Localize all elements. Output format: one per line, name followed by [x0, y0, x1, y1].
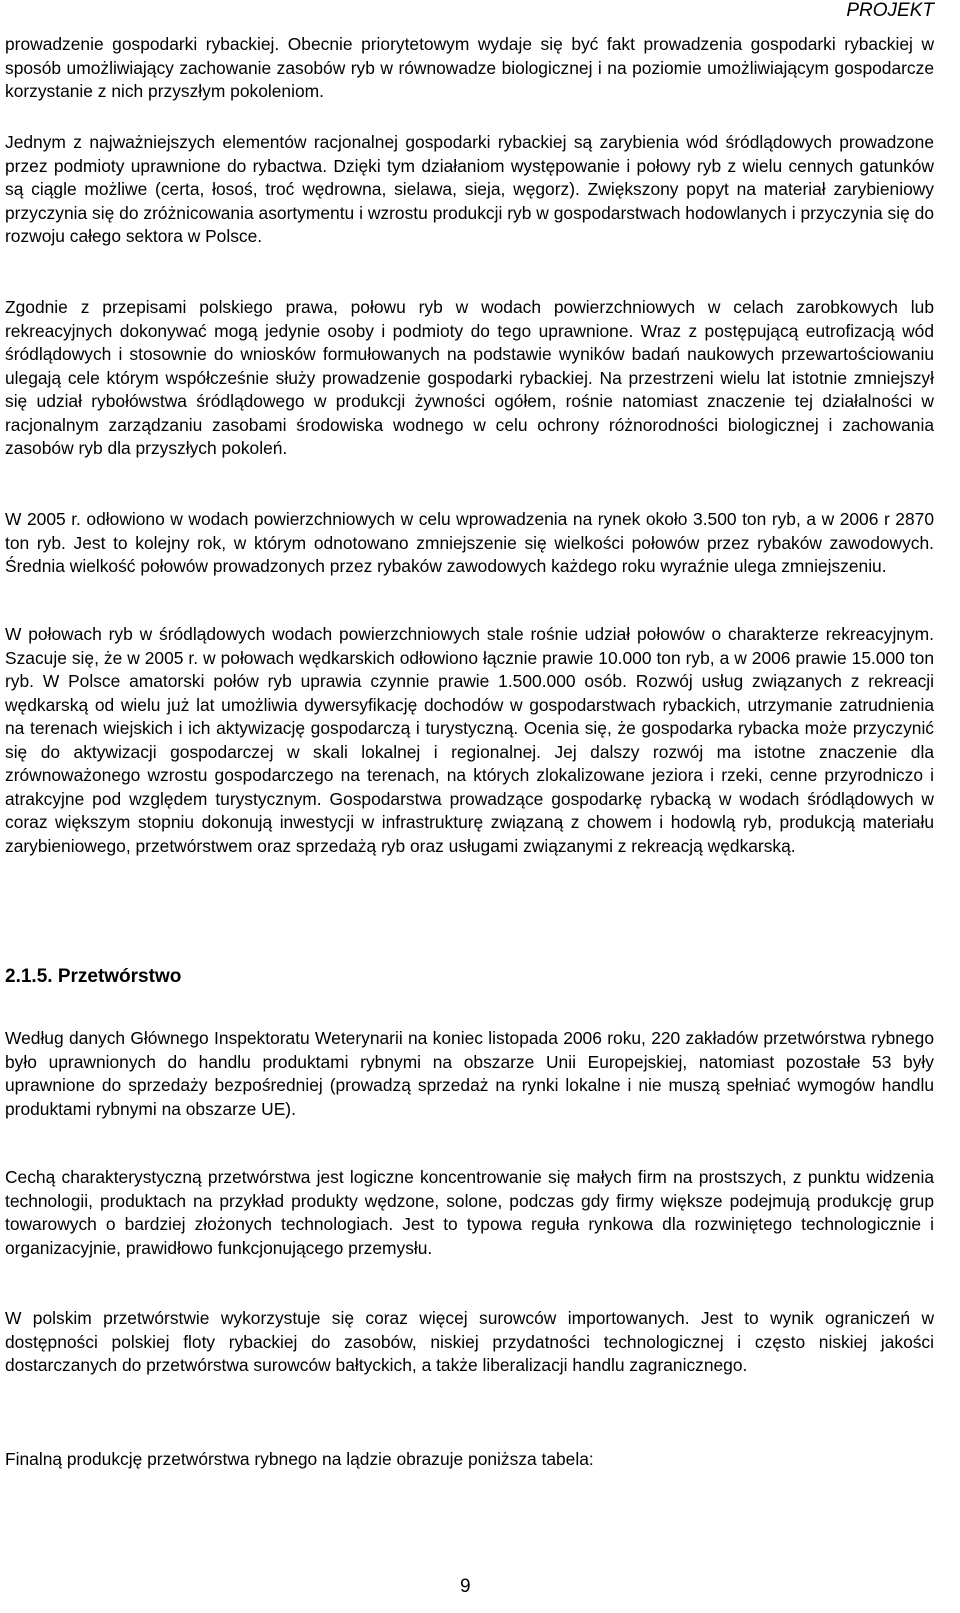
paragraph-processing-characteristics: Cechą charakterystyczną przetwórstwa jest logiczne koncentrowanie się małych firm na prostszych, z punktu widzenia technologii, produktach na przykład produkty wędzone, solone, podczas gdy firmy większe podejmują produkcję grup towarowych o bardziej złożonych technologiach. Jest to typowa reguła rynkowa dla rozwiniętego technologicznie i organizacyjnie, prawidłowo funkcjonującego przemysłu.: [5, 1167, 934, 1258]
paragraph-imported-raw-materials: W polskim przetwórstwie wykorzystuje się coraz więcej surowców importowanych. Jest to wynik ograniczeń w dostępności polskiej floty rybackiej do zasobów, niskiej przydatności technologicznej i często niskiej jakości dostarczanych do przetwórstwa surowców bałtyckich, a także liberalizacji handlu zagranicznego.: [5, 1308, 934, 1375]
paragraph-table-intro: Finalną produkcję przetwórstwa rybnego na lądzie obrazuje poniższa tabela:: [5, 1449, 594, 1469]
paragraph-legal-regulations: Zgodnie z przepisami polskiego prawa, połowu ryb w wodach powierzchniowych w celach zarobkowych lub rekreacyjnych dokonywać mogą jedynie osoby i podmioty do tego uprawnione. Wraz z postępującą eutrofizacją wód śródlądowych i stosownie do wniosków formułowanych na podstawie wyników badań naukowych przewartościowaniu ulegają cele którym współcześnie służy prowadzenie gospodarki rybackiej. Na przestrzeni wielu lat istotnie zmniejszył się udział rybołówstwa śródlądowego w produkcji żywności ogółem, rośnie natomiast znaczenie tej działalności w racjonalnym zarządzaniu zasobami środowiska wodnego w celu ochrony różnorodności biologicznej i zachowania zasobów ryb dla przyszłych pokoleń.: [5, 297, 934, 458]
paragraph-catch-statistics: W 2005 r. odłowiono w wodach powierzchniowych w celu wprowadzenia na rynek około 3.500 ton ryb, a w 2006 r 2870 ton ryb. Jest to kolejny rok, w którym odnotowano zmniejszenie się wielkości połowów przez rybaków zawodowych. Średnia wielkość połowów prowadzonych przez rybaków zawodowych każdego roku wyraźnie ulega zmniejszeniu.: [5, 509, 934, 576]
document-page: [5, 0, 934, 1613]
paragraph-processing-plants: Według danych Głównego Inspektoratu Weterynarii na koniec listopada 2006 roku, 220 zakładów przetwórstwa rybnego było uprawnionych do handlu produktami rybnymi na obszarze Unii Europejskiej, natomiast pozostałe 53 były uprawnione do sprzedaży bezpośredniej (prowadzą sprzedaż na rynki lokalne i nie muszą spełniać wymogów handlu produktami rybnymi na obszarze UE).: [5, 1028, 934, 1119]
paragraph-fishery-management: prowadzenie gospodarki rybackiej. Obecnie priorytetowym wydaje się być fakt prowadzenia gospodarki rybackiej w sposób umożliwiający zachowanie zasobów ryb w równowadze biologicznej i na poziomie umożliwiającym gospodarcze korzystanie z nich przyszłym pokoleniom.: [5, 34, 934, 101]
header-label: PROJEKT: [846, 0, 934, 21]
page-number: 9: [460, 1576, 471, 1597]
section-heading: 2.1.5. Przetwórstwo: [5, 966, 182, 987]
paragraph-stocking: Jednym z najważniejszych elementów racjonalnej gospodarki rybackiej są zarybienia wód śródlądowych prowadzone przez podmioty uprawnione do rybactwa. Dzięki tym działaniom występowanie i połowy ryb z wielu cennych gatunków są ciągle możliwe (certa, łosoś, troć wędrowna, sielawa, sieja, węgorz). Zwiększony popyt na materiał zarybieniowy przyczynia się do zróżnicowania asortymentu i wzrostu produkcji ryb w gospodarstwach hodowlanych i przyczynia się do rozwoju całego sektora w Polsce.: [5, 132, 934, 246]
paragraph-recreational-fishing: W połowach ryb w śródlądowych wodach powierzchniowych stale rośnie udział połowów o charakterze rekreacyjnym. Szacuje się, że w 2005 r. w połowach wędkarskich odłowiono łącznie prawie 10.000 ton ryb, a w 2006 prawie 15.000 ton ryb. W Polsce amatorski połów ryb uprawia czynnie prawie 1.500.000 osób. Rozwój usług związanych z rekreacji wędkarską od wielu już lat umożliwia dywersyfikację dochodów w gospodarstwach rybackich, utrzymanie zatrudnienia na terenach wiejskich i ich aktywizację gospodarczą i turystyczną. Ocenia się, że gospodarka rybacka może przyczynić się do aktywizacji gospodarczej w skali lokalnej i regionalnej. Jej dalszy rozwój ma istotne znaczenie dla zrównoważonego wzrostu gospodarczego na terenach, na których zlokalizowane jeziora i rzeki, cenne przyrodniczo i atrakcyjne pod względem turystycznym. Gospodarstwa prowadzące gospodarkę rybacką w wodach śródlądowych w coraz większym stopniu dokonują inwestycji w infrastrukturę związaną z chowem i hodowlą ryb, produkcją materiału zarybieniowego, przetwórstwem oraz sprzedażą ryb oraz usługami związanymi z rekreacją wędkarską.: [5, 624, 934, 856]
